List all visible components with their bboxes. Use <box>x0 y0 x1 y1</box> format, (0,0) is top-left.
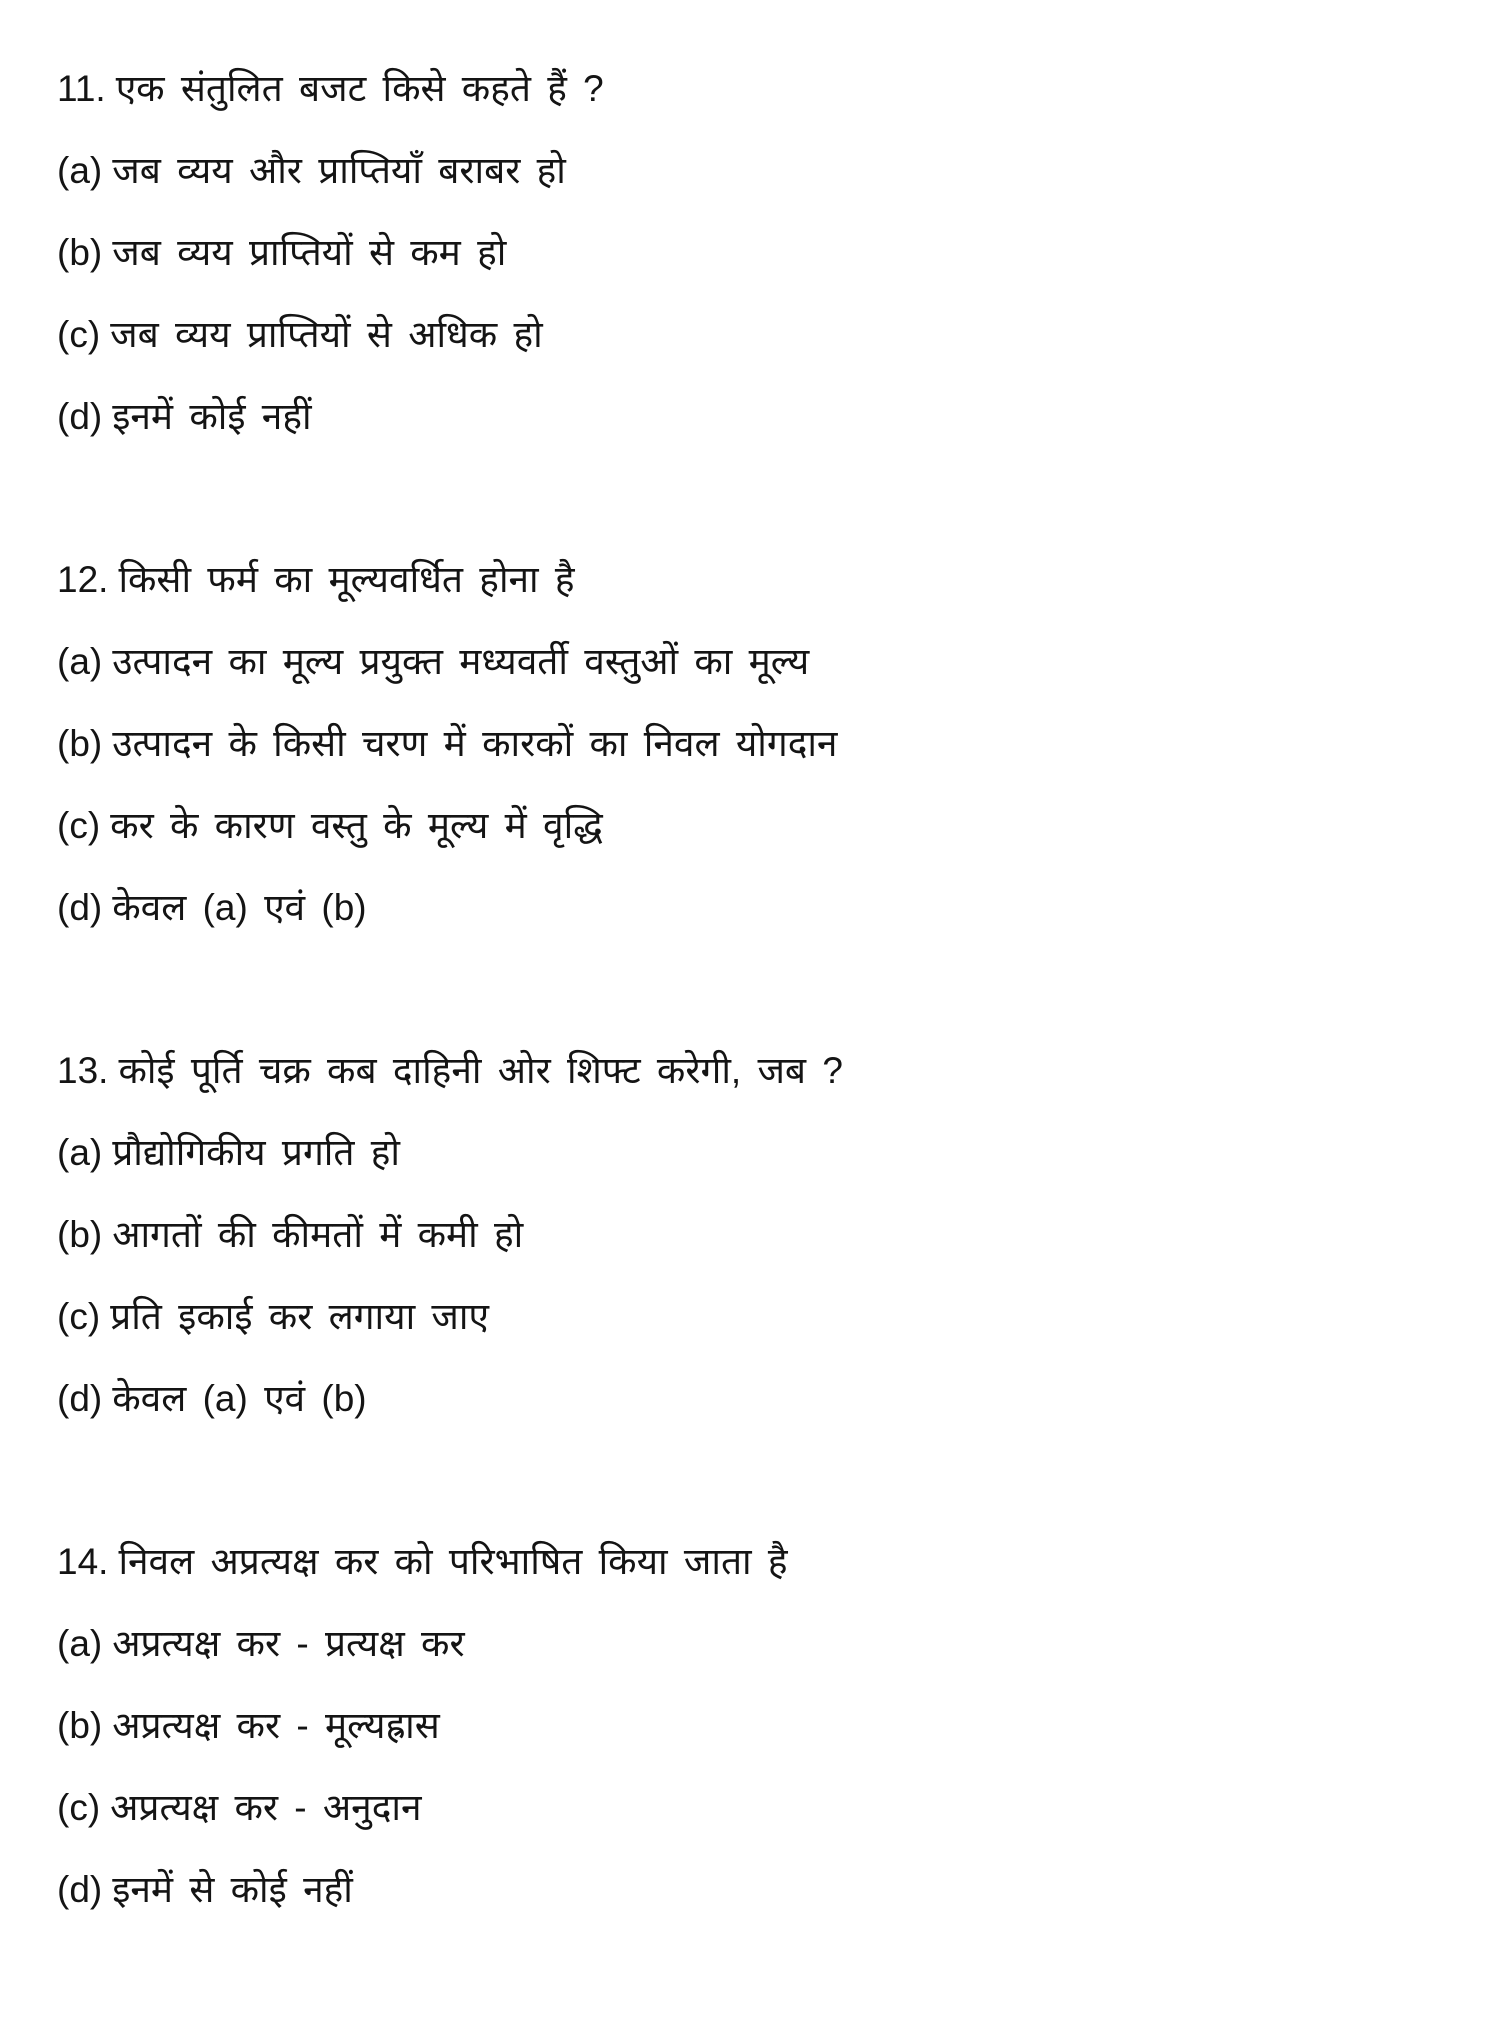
option-c <box>57 1767 421 1849</box>
option-key: (b) <box>57 1214 103 1255</box>
question-text: एक संतुलित बजट किसे कहते हैं ? <box>115 68 604 109</box>
question-number: 12. <box>57 559 109 600</box>
question-number: 11. <box>57 68 106 109</box>
option-key: (c) <box>57 805 101 846</box>
option-b <box>57 212 506 294</box>
option-key: (d) <box>57 396 103 437</box>
question-number: 14. <box>57 1541 109 1582</box>
option-key: (c) <box>57 1296 101 1337</box>
option-d <box>57 1849 353 1931</box>
option-text: जब व्यय और प्राप्तियाँ बराबर हो <box>112 150 566 191</box>
option-key: (a) <box>57 150 103 191</box>
option-text: कर के कारण वस्तु के मूल्य में वृद्धि <box>110 805 603 846</box>
option-c <box>57 1276 489 1358</box>
option-key: (b) <box>57 1705 103 1746</box>
option-text: केवल (a) एवं (b) <box>112 1378 367 1419</box>
option-key: (b) <box>57 232 103 273</box>
option-text: प्रौद्योगिकीय प्रगति हो <box>112 1132 400 1173</box>
option-text: अप्रत्यक्ष कर - मूल्यह्रास <box>112 1705 440 1746</box>
option-b <box>57 1685 440 1767</box>
question-text: निवल अप्रत्यक्ष कर को परिभाषित किया जाता है <box>118 1541 788 1582</box>
question-stem <box>57 1030 843 1112</box>
option-a <box>57 130 566 212</box>
option-text: जब व्यय प्राप्तियों से कम हो <box>112 232 507 273</box>
option-a <box>57 621 809 703</box>
option-d <box>57 1358 367 1440</box>
option-d <box>57 867 367 949</box>
option-key: (d) <box>57 1869 103 1910</box>
option-key: (c) <box>57 314 101 355</box>
option-key: (b) <box>57 723 103 764</box>
question-stem <box>57 1521 788 1603</box>
option-c <box>57 294 543 376</box>
option-text: केवल (a) एवं (b) <box>112 887 367 928</box>
option-a <box>57 1112 400 1194</box>
option-text: प्रति इकाई कर लगाया जाए <box>110 1296 489 1337</box>
option-text: आगतों की कीमतों में कमी हो <box>112 1214 524 1255</box>
option-text: उत्पादन का मूल्य प्रयुक्त मध्यवर्ती वस्तुओं का मूल्य <box>112 641 810 682</box>
option-b <box>57 1194 523 1276</box>
option-key: (d) <box>57 1378 103 1419</box>
option-c <box>57 785 603 867</box>
option-text: इनमें से कोई नहीं <box>112 1869 353 1910</box>
question-stem <box>57 48 604 130</box>
option-a <box>57 1603 465 1685</box>
option-key: (c) <box>57 1787 101 1828</box>
option-text: अप्रत्यक्ष कर - अनुदान <box>110 1787 422 1828</box>
option-key: (a) <box>57 1623 103 1664</box>
option-text: जब व्यय प्राप्तियों से अधिक हो <box>110 314 543 355</box>
option-text: इनमें कोई नहीं <box>112 396 312 437</box>
question-number: 13. <box>57 1050 109 1091</box>
option-text: उत्पादन के किसी चरण में कारकों का निवल योगदान <box>112 723 838 764</box>
question-text: किसी फर्म का मूल्यवर्धित होना है <box>118 559 575 600</box>
option-key: (a) <box>57 641 103 682</box>
question-text: कोई पूर्ति चक्र कब दाहिनी ओर शिफ्ट करेगी, जब ? <box>118 1050 843 1091</box>
option-key: (d) <box>57 887 103 928</box>
option-d <box>57 376 312 458</box>
option-text: अप्रत्यक्ष कर - प्रत्यक्ष कर <box>112 1623 465 1664</box>
question-stem <box>57 539 575 621</box>
option-key: (a) <box>57 1132 103 1173</box>
option-b <box>57 703 837 785</box>
